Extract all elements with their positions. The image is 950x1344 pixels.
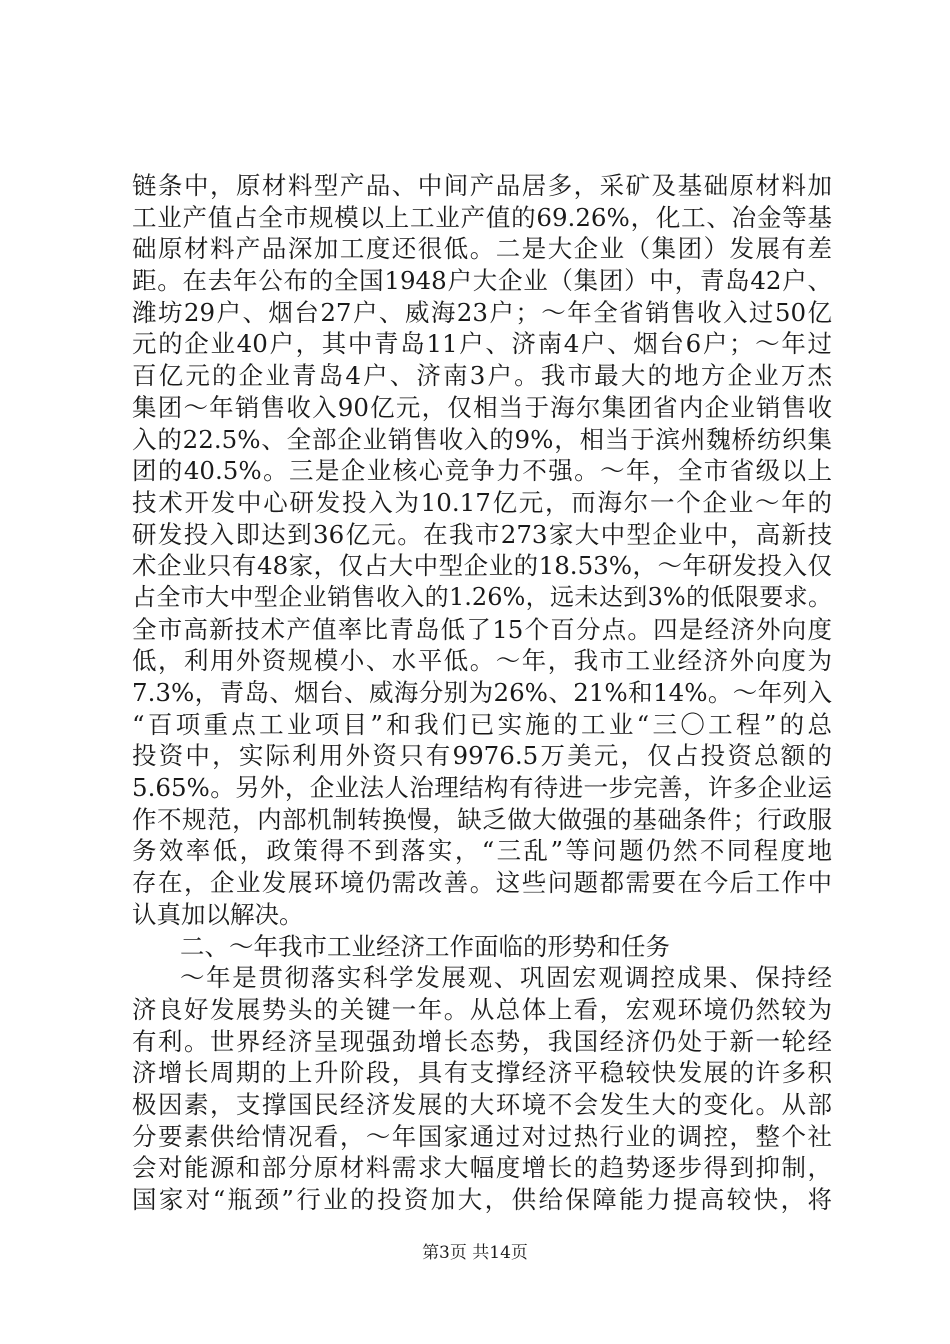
text-line: 技术开发中心研发投入为10.17亿元，而海尔一个企业～年的: [132, 487, 832, 517]
text-line: 低，利用外资规模小、水平低。～年，我市工业经济外向度为: [132, 646, 832, 676]
text-line: 占全市大中型企业销售收入的1.26%，远未达到3%的低限要求。: [132, 582, 832, 611]
text-line: 础原材料产品深加工度还很低。二是大企业（集团）发展有差: [132, 234, 832, 264]
text-line: ～年是贯彻落实科学发展观、巩固宏观调控成果、保持经: [180, 963, 832, 993]
text-line: 5.65%。另外，企业法人治理结构有待进一步完善，许多企业运: [132, 773, 832, 803]
text-line: 分要素供给情况看，～年国家通过对过热行业的调控，整个社: [132, 1121, 832, 1151]
body-text: [132, 170, 832, 1216]
section-heading: 二、～年我市工业经济工作面临的形势和任务: [180, 931, 670, 961]
text-line: 入的22.5%、全部企业销售收入的9%，相当于滨州魏桥纺织集: [132, 424, 832, 454]
text-line: 元的企业40户，其中青岛11户、济南4户、烟台6户；～年过: [132, 329, 832, 359]
text-line: 投资中，实际利用外资只有9976.5万美元，仅占投资总额的: [132, 741, 832, 771]
text-line: 术企业只有48家，仅占大中型企业的18.53%，～年研发投入仅: [132, 551, 832, 581]
text-line: 团的40.5%。三是企业核心竞争力不强。～年，全市省级以上: [132, 456, 832, 486]
text-line: 7.3%，青岛、烟台、威海分别为26%、21%和14%。～年列入: [132, 678, 832, 707]
text-line: 潍坊29户、烟台27户、威海23户；～年全省销售收入过50亿: [132, 297, 832, 327]
text-line: 务效率低，政策得不到落实，“三乱”等问题仍然不同程度地: [132, 836, 832, 866]
text-line: “百项重点工业项目”和我们已实施的工业“三〇工程”的总: [132, 709, 832, 739]
text-line: 济增长周期的上升阶段，具有支撑经济平稳较快发展的许多积: [132, 1058, 832, 1088]
text-line: 工业产值占全市规模以上工业产值的69.26%，化工、冶金等基: [132, 202, 832, 232]
text-line: 认真加以解决。: [132, 899, 304, 929]
page-footer: 第3页 共14页: [422, 1243, 528, 1263]
text-line: 极因素，支撑国民经济发展的大环境不会发生大的变化。从部: [132, 1089, 832, 1119]
text-line: 全市高新技术产值率比青岛低了15个百分点。四是经济外向度: [132, 614, 832, 644]
text-line: 会对能源和部分原材料需求大幅度增长的趋势逐步得到抑制，: [132, 1153, 832, 1183]
text-line: 有利。世界经济呈现强劲增长态势，我国经济仍处于新一轮经: [132, 1026, 832, 1056]
text-line: 集团～年销售收入90亿元，仅相当于海尔集团省内企业销售收: [132, 392, 832, 422]
text-line: 百亿元的企业青岛4户、济南3户。我市最大的地方企业万杰: [132, 361, 832, 391]
text-line: 作不规范，内部机制转换慢，缺乏做大做强的基础条件；行政服: [132, 804, 832, 834]
text-line: 距。在去年公布的全国1948户大企业（集团）中，青岛42户、: [132, 266, 832, 296]
text-line: 存在，企业发展环境仍需改善。这些问题都需要在今后工作中: [132, 868, 832, 898]
text-line: 国家对“瓶颈”行业的投资加大，供给保障能力提高较快，将: [132, 1185, 832, 1214]
text-line: 链条中，原材料型产品、中间产品居多，采矿及基础原材料加: [132, 171, 832, 200]
text-line: 济良好发展势头的关键一年。从总体上看，宏观环境仍然较为: [132, 994, 832, 1024]
text-line: 研发投入即达到36亿元。在我市273家大中型企业中，高新技: [132, 519, 832, 549]
